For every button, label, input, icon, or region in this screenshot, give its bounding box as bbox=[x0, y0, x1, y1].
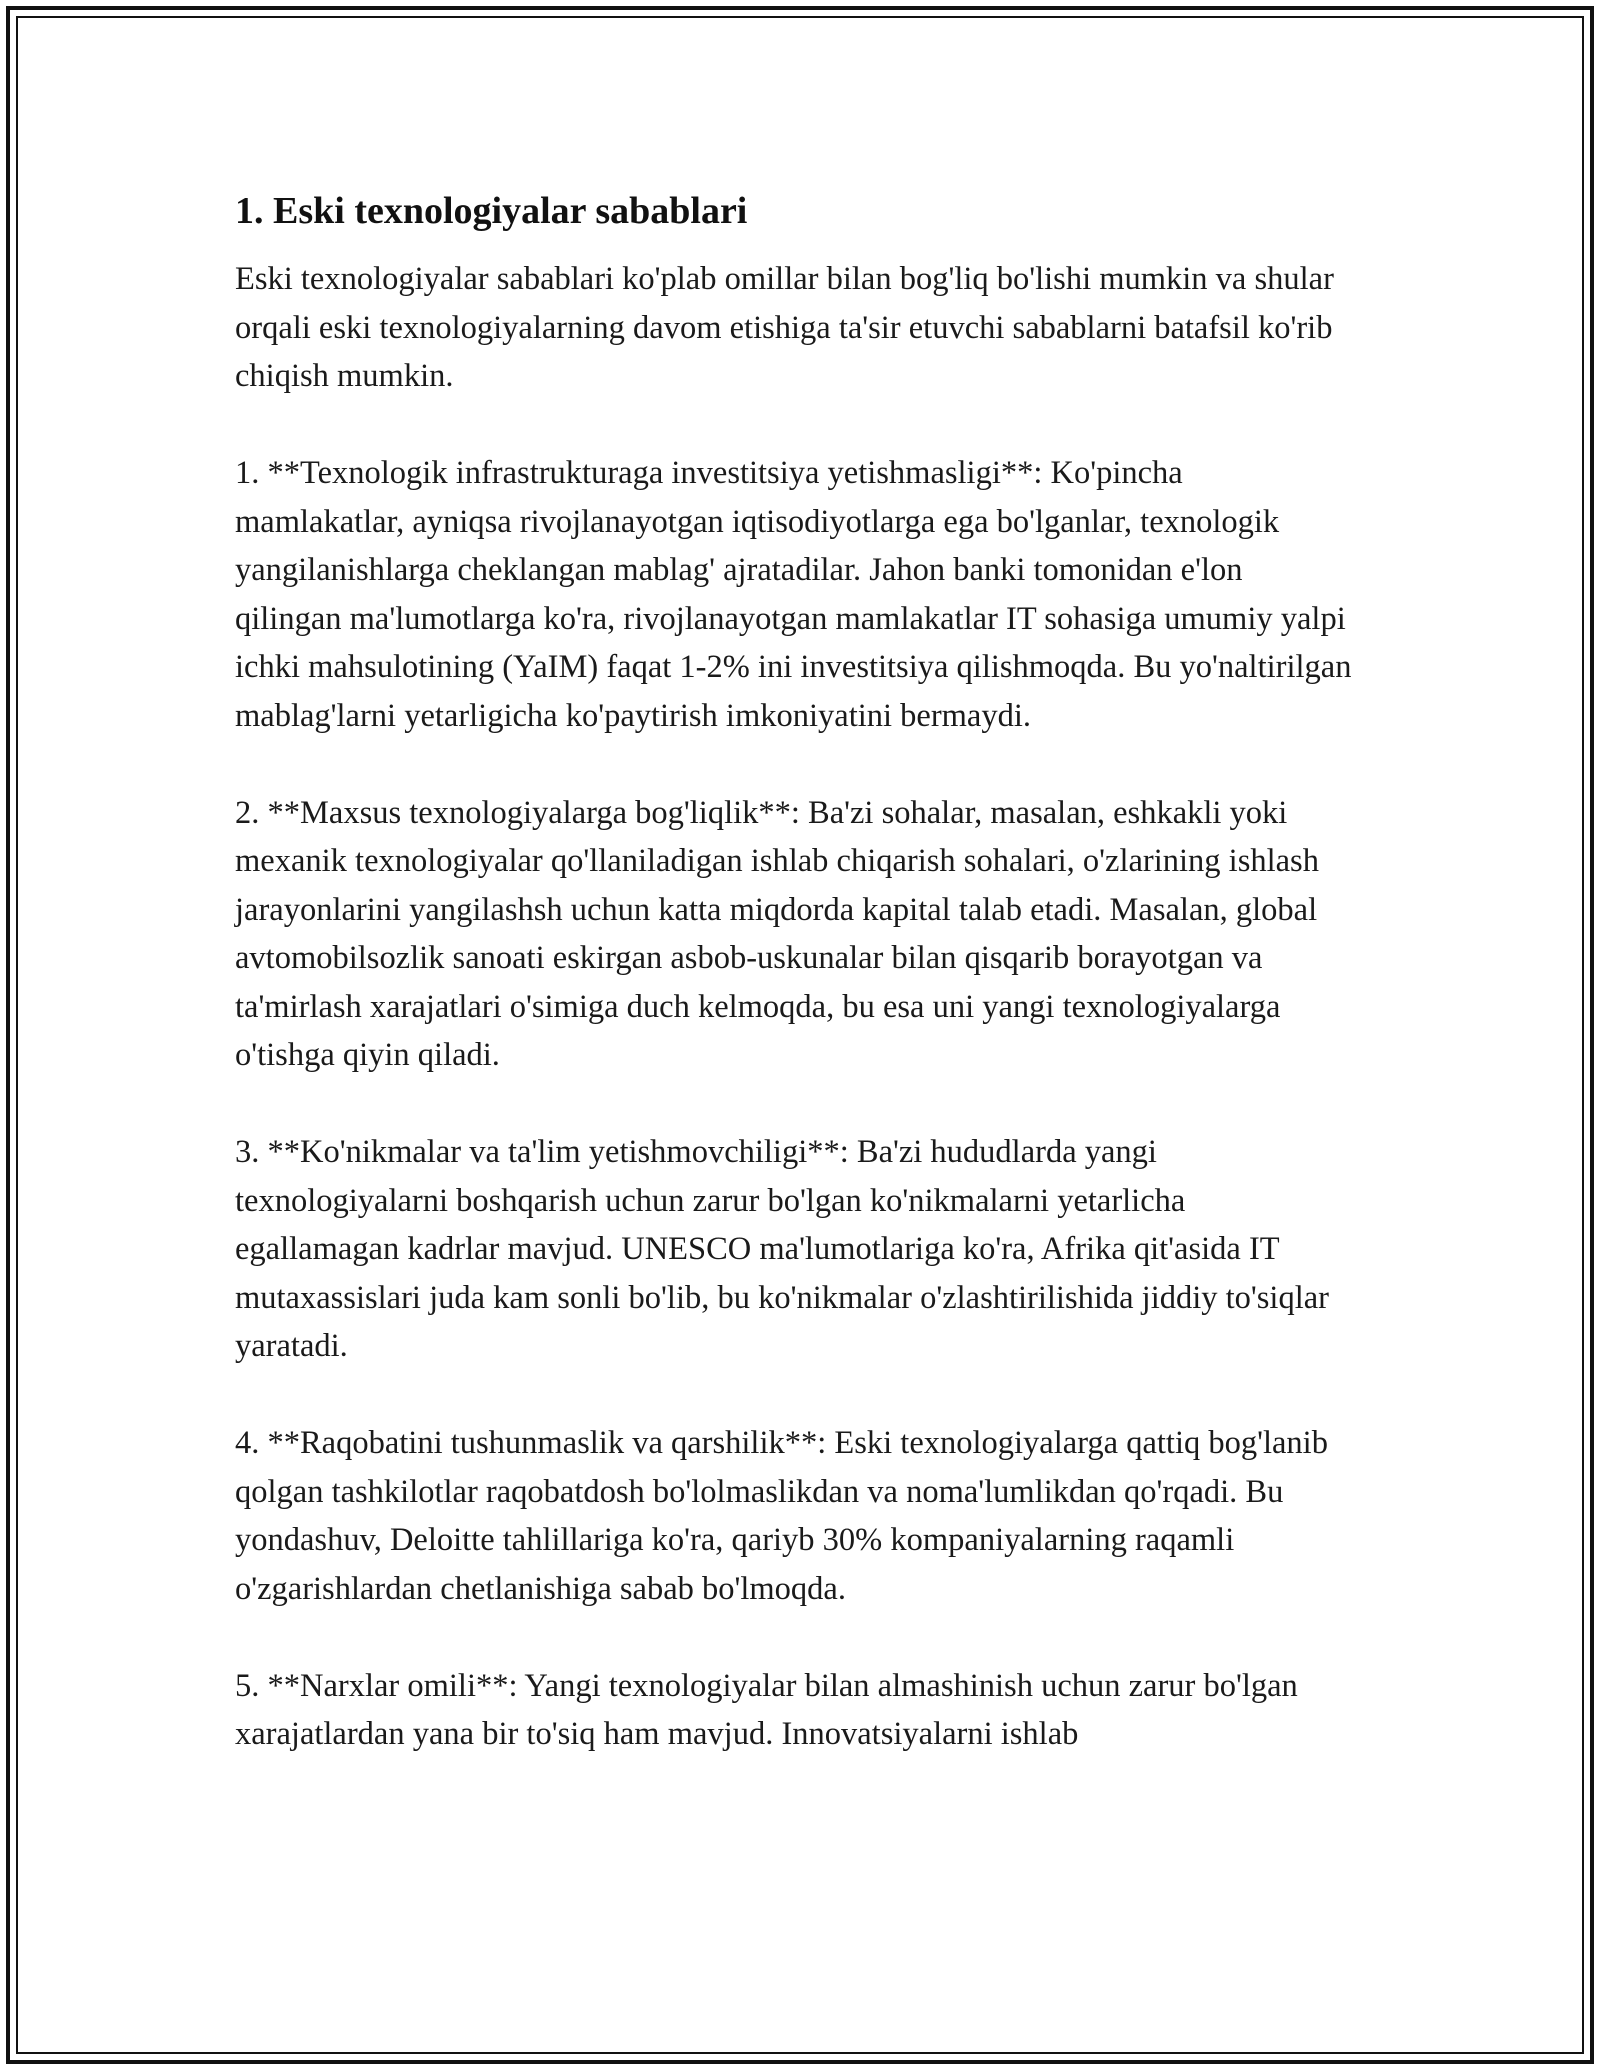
section-heading: 1. Eski texnologiyalar sabablari bbox=[235, 190, 748, 232]
list-item-investment: 1. **Texnologik infrastrukturaga investitsiya yetishmasligi**: Ko'pincha mamlakatlar, ayniqsa rivojlanayotgan iqtisodiyotlarga ega bo'lganlar, texnologik yangilanishlarga cheklangan mablag' ajratadilar. Jahon banki tomonidan e'lon qilingan ma'lumotlarga ko'ra, rivojlanayotgan mamlakatlar IT sohasiga umumiy yalpi ichki mahsulotining (YaIM) faqat 1-2% ini investitsiya qilishmoqda. Bu yo'naltirilgan mablag'larni yetarligicha ko'paytirish imkoniyatini bermaydi. bbox=[235, 455, 1352, 734]
list-item-skills: 3. **Ko'nikmalar va ta'lim yetishmovchiligi**: Ba'zi hududlarda yangi texnologiyalarni boshqarish uchun zarur bo'lgan ko'nikmalarni yetarlicha egallamagan kadrlar mavjud. UNESCO ma'lumotlariga ko'ra, Afrika qit'asida IT mutaxassislari juda kam sonli bo'lib, bu ko'nikmalar o'zlashtirilishida jiddiy to'siqlar yaratadi. bbox=[235, 1134, 1329, 1364]
list-item-competition: 4. **Raqobatini tushunmaslik va qarshilik**: Eski texnologiyalarga qattiq bog'lanib qolgan tashkilotlar raqobatdosh bo'lolmaslikdan va noma'lumlikdan qo'rqadi. Bu yondashuv, Deloitte tahlillariga ko'ra, qariyb 30% kompaniyalarning raqamli o'zgarishlardan chetlanishiga sabab bo'lmoqda. bbox=[235, 1425, 1328, 1607]
document-body bbox=[235, 183, 1355, 1807]
list-item-prices: 5. **Narxlar omili**: Yangi texnologiyalar bilan almashinish uchun zarur bo'lgan xarajatlardan yana bir to'siq ham mavjud. Innovatsiyalarni ishlab bbox=[235, 1667, 1298, 1752]
list-item-dependency: 2. **Maxsus texnologiyalarga bog'liqlik**: Ba'zi sohalar, masalan, eshkakli yoki mexanik texnologiyalar qo'llaniladigan ishlab chiqarish sohalari, o'zlarining ishlash jarayonlarini yangilashsh uchun katta miqdorda kapital talab etadi. Masalan, global avtomobilsozlik sanoati eskirgan asbob-uskunalar bilan qisqarib borayotgan va ta'mirlash xarajatlari o'simiga duch kelmoqda, bu esa uni yangi texnologiyalarga o'tishga qiyin qiladi. bbox=[235, 794, 1319, 1073]
intro-paragraph: Eski texnologiyalar sabablari ko'plab omillar bilan bog'liq bo'lishi mumkin va shular orqali eski texnologiyalarning davom etishiga ta'sir etuvchi sabablarni batafsil ko'rib chiqish mumkin. bbox=[235, 261, 1334, 394]
